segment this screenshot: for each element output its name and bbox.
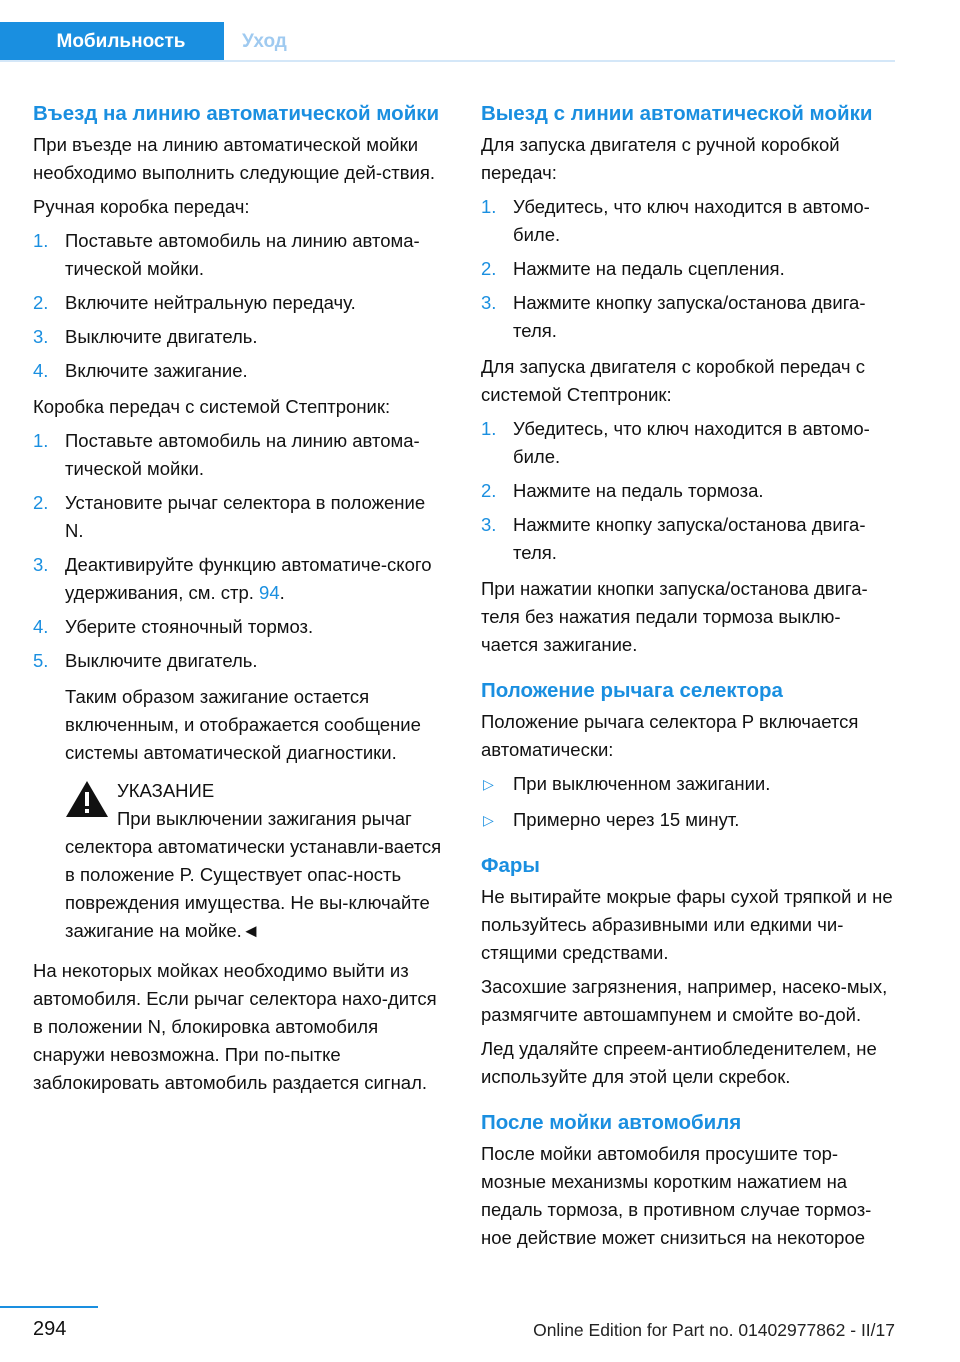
step-number: 1. [33, 430, 49, 451]
warning-text-first: При выключении зажигания рычаг [117, 808, 412, 829]
outro-paragraph: На некоторых мойках необходимо выйти из автомобиля. Если рычаг селектора нахо-дится в положении N, блокировка автомобиля снаружи невозможна. При по-пытке заблокировать автомобиль раздается сигнал. [33, 960, 437, 1093]
step-text: Деактивируйте функцию автоматиче-ского удерживания, см. стр. [65, 554, 432, 603]
step-text: Нажмите на педаль тормоза. [513, 480, 764, 501]
step-number: 3. [33, 326, 49, 347]
list-item [481, 289, 895, 345]
selector-paragraph: Положение рычага селектора P включается автоматически: [481, 711, 859, 760]
left-column [33, 100, 447, 1103]
section-heading-selector-position: Положение рычага селектора [481, 679, 783, 702]
selector-conditions-list [481, 770, 895, 834]
start-note-paragraph: При нажатии кнопки запуска/останова двига-теля без нажатия педали тормоза выклю-чается зажигание. [481, 578, 868, 655]
list-item [481, 255, 895, 283]
manual-start-steps-list [481, 193, 895, 345]
step-number: 3. [33, 554, 49, 575]
warning-triangle-icon [65, 779, 109, 819]
step-number: 5. [33, 650, 49, 671]
step-number: 3. [481, 514, 497, 535]
list-item: 3. Деактивируйте функцию автоматиче-ского удерживания, см. стр. 94. [33, 551, 447, 607]
step-text: Нажмите кнопку запуска/останова двига-теля. [513, 292, 866, 341]
list-item [33, 427, 447, 483]
top-navigation [0, 0, 960, 62]
list-item [33, 489, 447, 545]
step-text: Нажмите на педаль сцепления. [513, 258, 785, 279]
steptronic-label: Коробка передач с системой Стептроник: [33, 396, 391, 417]
triangle-bullet-icon: ▷ [483, 812, 494, 828]
step-text: Убедитесь, что ключ находится в автомо-биле. [513, 418, 870, 467]
step-text: Установите рычаг селектора в положение N. [65, 492, 426, 541]
step-number: 3. [481, 292, 497, 313]
list-item [33, 323, 447, 351]
list-item [481, 806, 895, 834]
list-item [481, 415, 895, 471]
headlights-paragraph-3: Лед удаляйте спреем-антиобледенителем, не используйте для этой цели скребок. [481, 1038, 877, 1087]
step-text: Поставьте автомобиль на линию автома-тической мойки. [65, 430, 420, 479]
step-number: 1. [481, 196, 497, 217]
steptronic-start-steps-list [481, 415, 895, 567]
manual-steps-list [33, 227, 447, 385]
item-text: При выключенном зажигании. [513, 773, 771, 794]
step-text: Нажмите кнопку запуска/останова двига-теля. [513, 514, 866, 563]
list-item [481, 193, 895, 249]
headlights-paragraph-1: Не вытирайте мокрые фары сухой тряпкой и не пользуйтесь абразивными или едкими чи-стящими средствами. [481, 886, 893, 963]
section-heading-leaving-car-wash: Выезд с линии автоматической мойки [481, 102, 873, 125]
tab-mobility[interactable]: Мобильность [0, 22, 224, 62]
warning-text-rest: селектора автоматически устанавли-вается в положение P. Существует опас-ность повреждения имущества. Не вы-ключайте зажигание на мойке.◄ [65, 836, 442, 941]
step-number: 2. [33, 292, 49, 313]
page-link[interactable]: 94 [259, 582, 280, 603]
list-item [33, 289, 447, 317]
step-text: Уберите стояночный тормоз. [65, 616, 314, 637]
list-item [481, 511, 895, 567]
manual-start-label: Для запуска двигателя с ручной коробкой передач: [481, 134, 840, 183]
step-number: 1. [33, 230, 49, 251]
section-heading-headlights: Фары [481, 854, 540, 877]
right-column [481, 100, 895, 1258]
list-item [33, 227, 447, 283]
step-number: 4. [33, 360, 49, 381]
step-number: 1. [481, 418, 497, 439]
intro-paragraph: При въезде на линию автоматической мойки необходимо выполнить следующие дей-ствия. [33, 134, 436, 183]
step-text: Выключите двигатель. [65, 650, 258, 671]
edition-info: Online Edition for Part no. 01402977862 - II/17 [533, 1320, 895, 1340]
list-item [33, 357, 447, 385]
triangle-bullet-icon: ▷ [483, 776, 494, 792]
step-text: Поставьте автомобиль на линию автома-тической мойки. [65, 230, 420, 279]
section-heading-after-wash: После мойки автомобиля [481, 1111, 742, 1134]
section-heading-entering-car-wash: Въезд на линию автоматической мойки [33, 102, 440, 125]
list-item [33, 647, 447, 675]
tab-care[interactable]: Уход [242, 31, 287, 52]
warning-note [33, 777, 447, 945]
footer-divider [0, 1306, 98, 1308]
step-result-text: Таким образом зажигание остается включенным, и отображается сообщение системы автоматической диагностики. [65, 686, 421, 763]
page-number: 294 [33, 1318, 67, 1340]
step-text: Включите зажигание. [65, 360, 248, 381]
after-wash-paragraph: После мойки автомобиля просушите тор-мозные механизмы коротким нажатием на педаль тормоза, в противном случае тормоз-ное действие может снизиться на некоторое [481, 1143, 872, 1248]
step-text: Включите нейтральную передачу. [65, 292, 356, 313]
warning-title: УКАЗАНИЕ [117, 780, 215, 801]
list-item [33, 613, 447, 641]
list-item [481, 477, 895, 505]
step-number: 4. [33, 616, 49, 637]
steptronic-start-label: Для запуска двигателя с коробкой передач с системой Стептроник: [481, 356, 865, 405]
step-number: 2. [33, 492, 49, 513]
step-text: Выключите двигатель. [65, 326, 258, 347]
step-text: Убедитесь, что ключ находится в автомо-биле. [513, 196, 870, 245]
header-divider [0, 60, 895, 62]
steptronic-steps-list [33, 427, 447, 675]
list-item [481, 770, 895, 798]
manual-gearbox-label: Ручная коробка передач: [33, 196, 250, 217]
step-number: 2. [481, 258, 497, 279]
headlights-paragraph-2: Засохшие загрязнения, например, насеко-мых, размягчите автошампунем и смойте во-дой. [481, 976, 888, 1025]
step-number: 2. [481, 480, 497, 501]
item-text: Примерно через 15 минут. [513, 809, 740, 830]
